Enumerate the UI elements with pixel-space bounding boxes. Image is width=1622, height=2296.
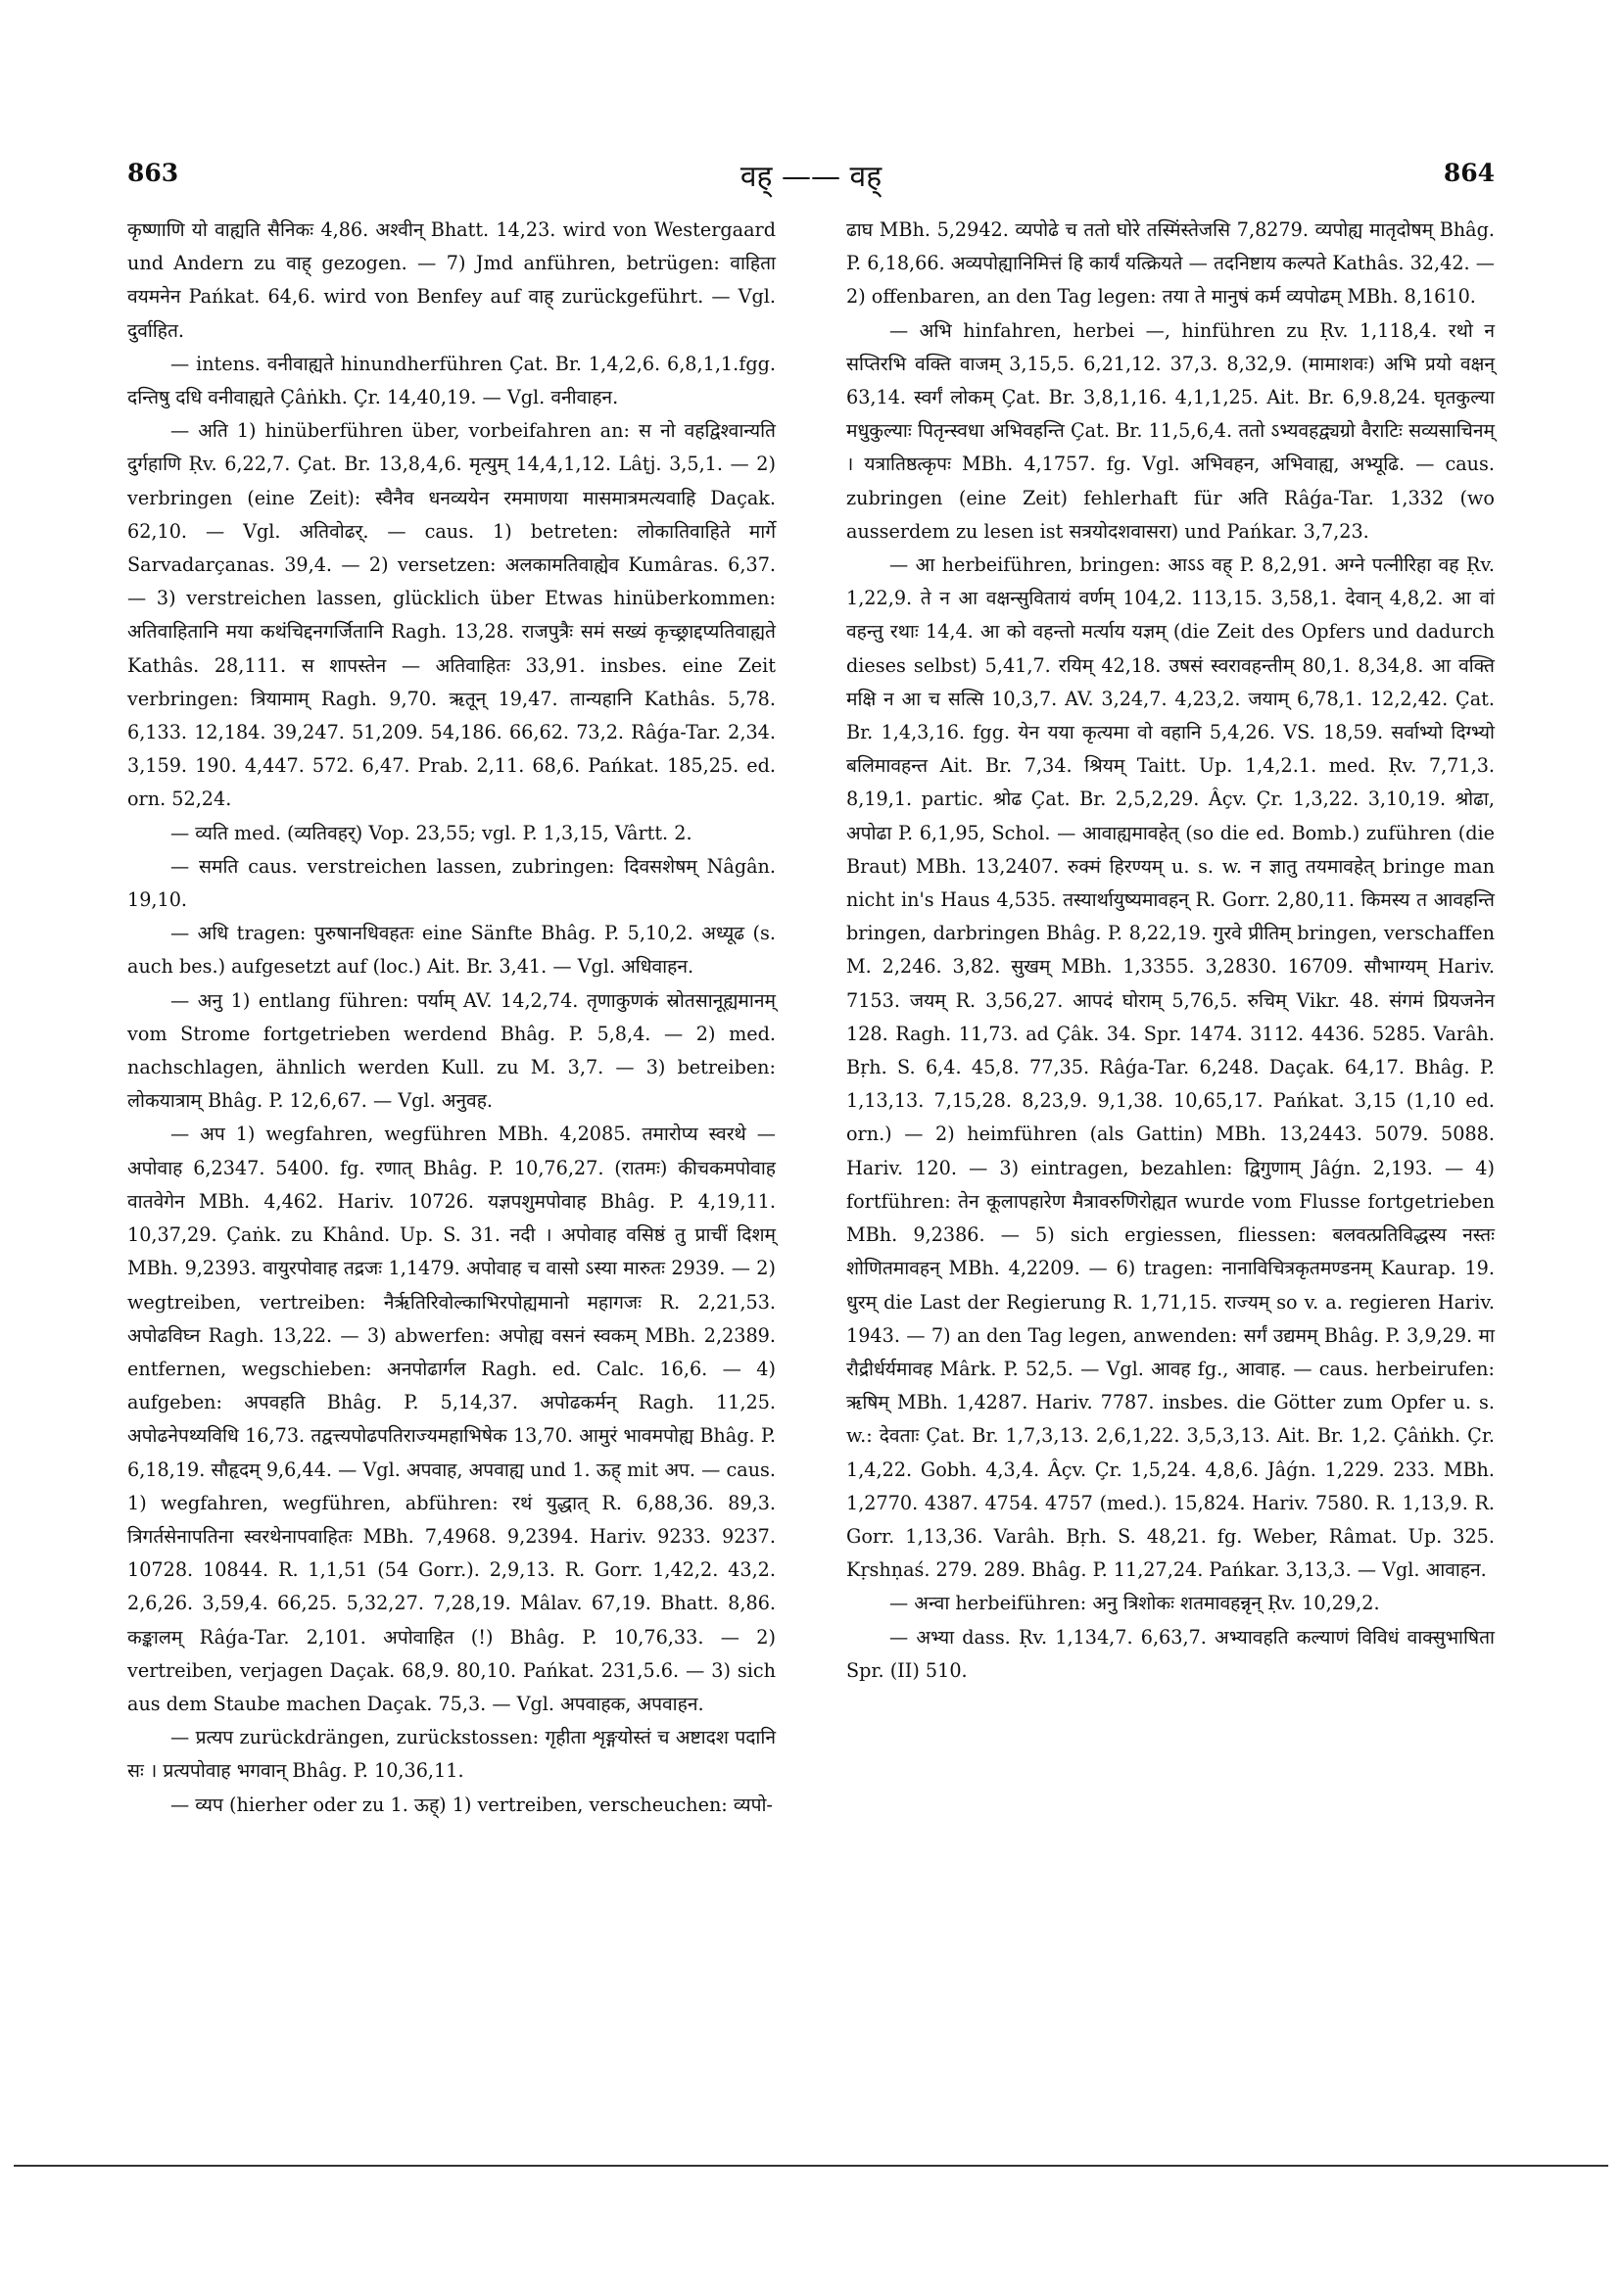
entry-paragraph: — अनु 1) entlang führen: पर्याम् AV. 14,2,74. तृणाकुणकं स्रोतसानूह्यमानम् vom Strome fortgetrieben werdend Bhâg. P. 5,8,4. — 2) med. nachschlagen, ähnlich werden Kull. zu M. 3,7. — 3) betreiben: लोकयात्राम् Bhâg. P. 12,6,67. — Vgl. अनुवह.: [127, 988, 776, 1113]
entry-paragraph: — अति 1) hinüberführen über, vorbeifahren an: स नो वहद्विश्वान्यति दुर्गहाणि Ṛv. 6,22,7. Çat. Br. 13,8,4,6. मृत्युम् 14,4,1,12. Lâṭj. 3,5,1. — 2) verbringen (eine Zeit): स्वैनैव धनव्ययेन रममाणया मासमात्रमत्यवाहि Daçak. 62,10. — Vgl. अतिवोढर्. — caus. 1) betreten: लोकातिवाहिते मार्गे Sarvadarçanas. 39,4. — 2) versetzen: अलकामतिवाह्येव Kumâras. 6,37. — 3) verstreichen lassen, glücklich über Etwas hinüberkommen: अतिवाहितानि मया कथंचिद्दनगर्जितानि Ragh. 13,28. राजपुत्रैः समं सख्यं कृच्छ्राद्दप्यतिवाह्यते Kathâs. 28,111. स शापस्तेन — अतिवाहितः 33,91. insbes. eine Zeit verbringen: त्रियामाम् Ragh. 9,70. ऋतून् 19,47. तान्यहानि Kathâs. 5,78. 6,133. 12,184. 39,247. 51,209. 54,186. 66,62. 73,2. Râǵa-Tar. 2,34. 3,159. 190. 4,447. 572. 6,47. Prab. 2,11. 68,6. Pańkat. 185,25. ed. orn. 52,24.: [127, 419, 776, 811]
entry-paragraph: — अभ्या dass. Ṛv. 1,134,7. 6,63,7. अभ्यावहति कल्याणं विविधं वाक्सुभाषिता Spr. (II) 510.: [846, 1625, 1495, 1682]
footer-rule: [14, 2165, 1608, 2167]
entry-paragraph: — अन्वा herbeiführen: अनु त्रिशोकः शतमावहन्नृन् Ṛv. 10,29,2.: [889, 1592, 1380, 1615]
entry-paragraph: — अप 1) wegfahren, wegführen MBh. 4,2085. तमारोप्य स्वरथे — अपोवाह 6,2347. 5400. fg. रणात् Bhâg. P. 10,76,27. (रातमः) कीचकमपोवाह वातवेगेन MBh. 4,462. Hariv. 10726. यज्ञपशुमपोवाह Bhâg. P. 4,19,11. 10,37,29. Çaṅk. zu Khând. Up. S. 31. नदी । अपोवाह वसिष्ठं तु प्राचीं दिशम् MBh. 9,2393. वायुरपोवाह तद्रजः 1,1479. अपोवाह च वासो ऽस्या मारुतः 2939. — 2) wegtreiben, vertreiben: नैर्ऋतिरिवोल्काभिरपोह्यमानो महागजः R. 2,21,53. अपोढविघ्न Ragh. 13,22. — 3) abwerfen: अपोह्य वसनं स्वकम् MBh. 2,2389. entfernen, wegschieben: अनपोढार्गल Ragh. ed. Calc. 16,6. — 4) aufgeben: अपवहति Bhâg. P. 5,14,37. अपोढकर्मन् Ragh. 11,25. अपोढनेपथ्यविधि 16,73. तद्वत्त्यपोढपतिराज्यमहाभिषेक 13,70. आमुरं भावमपोह्य Bhâg. P. 6,18,19. सौहृदम् 9,6,44. — Vgl. अपवाह, अपवाह्य und 1. ऊह् mit अप. — caus. 1) wegfahren, wegführen, abführen: रथं युद्धात् R. 6,88,36. 89,3. त्रिगर्तसेनापतिना स्वरथेनापवाहितः MBh. 7,4968. 9,2394. Hariv. 9233. 9237. 10728. 10844. R. 1,1,51 (54 Gorr.). 2,9,13. R. Gorr. 1,42,2. 43,2. 2,6,26. 3,59,4. 66,25. 5,32,27. 7,28,19. Mâlav. 67,19. Bhatt. 8,86. कङ्कालम् Râǵa-Tar. 2,101. अपोवाहित (!) Bhâg. P. 10,76,33. — 2) vertreiben, verjagen Daçak. 68,9. 80,10. Pańkat. 231,5.6. — 3) sich aus dem Staube machen Daçak. 75,3. — Vgl. अपवाहक, अपवाहन.: [127, 1123, 776, 1715]
entry-paragraph: — अभि hinfahren, herbei —, hinführen zu Ṛv. 1,118,4. रथो न सप्तिरभि वक्ति वाजम् 3,15,5. 6,21,12. 37,3. 8,32,9. (मामाशवः) अभि प्रयो वक्षन् 63,14. स्वर्गं लोकम् Çat. Br. 3,8,1,16. 4,1,1,25. Ait. Br. 6,9.8,24. घृतकुल्या मधुकुल्याः पितृन्स्वधा अभिवहन्ति Çat. Br. 11,5,6,4. ततो ऽभ्यवहद्व्यग्रो वैराटिः सव्यसाचिनम् । यत्रातिष्ठत्कृपः MBh. 4,1757. fg. Vgl. अभिवहन, अभिवाह्य, अभ्यूढि. — caus. zubringen (eine Zeit) fehlerhaft für अति Râǵa-Tar. 1,332 (wo ausserdem zu lesen ist सत्रयोदशवासरा) und Pańkar. 3,7,23.: [846, 318, 1495, 543]
page-header: [127, 159, 1495, 198]
left-column: [127, 214, 776, 1822]
entry-paragraph: कृष्णाणि यो वाह्यति सैनिकः 4,86. अश्वीन् Bhatt. 14,23. wird von Westergaard und Andern zu वाह् gezogen. — 7) Jmd anführen, betrügen: वाहिता वयमनेन Pańkat. 64,6. wird von Benfey auf वाह् zurückgeführt. — Vgl. दुर्वाहित.: [127, 218, 776, 342]
running-headword: वह् —— वह्: [739, 160, 883, 194]
entry-paragraph: — समति caus. verstreichen lassen, zubringen: दिवसशेषम् Nâgân. 19,10.: [127, 854, 776, 912]
entry-paragraph: — आ herbeiführen, bringen: आऽऽ वह् P. 8,2,91. अग्ने पत्नीरिहा वह Ṛv. 1,22,9. ते न आ वक्षन्सुवितायं वर्णम् 104,2. 113,15. 3,58,1. देवान् 4,8,2. आ वां वहन्तु रथाः 14,4. आ को वहन्तो मर्त्याय यज्ञम् (die Zeit des Opfers und dadurch dieses selbst) 5,41,7. रयिम् 42,18. उषसं स्वरावहन्तीम् 80,1. 8,34,8. आ वक्ति मक्षि न आ च सत्सि 10,3,7. AV. 3,24,7. 4,23,2. जयाम् 6,78,1. 12,2,42. Çat. Br. 1,4,3,16. fgg. येन यया कृत्यमा वो वहानि 5,4,26. VS. 18,59. सर्वाभ्यो दिग्भ्यो बलिमावहन्त Ait. Br. 7,34. श्रियम् Taitt. Up. 1,4,2.1. med. Ṛv. 7,71,3. 8,19,1. partic. श्रोढ Çat. Br. 2,5,2,29. Âçv. Çr. 1,3,22. 3,10,19. श्रोढा, अपोढा P. 6,1,95, Schol. — आवाह्यमावहेत् (so die ed. Bomb.) zuführen (die Braut) MBh. 13,2407. रुक्मं हिरण्यम् u. s. w. न ज्ञातु तयमावहेत् bringe man nicht in's Haus 4,535. तस्यार्थायुष्यमावहन् R. Gorr. 2,80,11. किमस्य त आवहन्ति bringen, darbringen Bhâg. P. 8,22,19. गुरवे प्रीतिम् bringen, verschaffen M. 2,246. 3,82. सुखम् MBh. 1,3355. 3,2830. 16709. सौभाग्यम् Hariv. 7153. जयम् R. 3,56,27. आपदं घोराम् 5,76,5. रुचिम् Vikr. 48. संगमं प्रियजनेन 128. Ragh. 11,73. ad Çâk. 34. Spr. 1474. 3112. 4436. 5285. Varâh. Bṛh. S. 6,4. 45,8. 77,35. Râǵa-Tar. 6,248. Daçak. 64,17. Bhâg. P. 1,13,13. 7,15,28. 8,23,9. 9,1,38. 10,65,17. Pańkat. 3,15 (1,10 ed. orn.) — 2) heimführen (als Gattin) MBh. 13,2443. 5079. 5088. Hariv. 120. — 3) eintragen, bezahlen: द्विगुणाम् Jâǵn. 2,193. — 4) fortführen: तेन कूलापहारेण मैत्रावरुणिरोह्यत wurde vom Flusse fortgetrieben MBh. 9,2386. — 5) sich ergiessen, fliessen: बलवत्प्रतिविद्धस्य नस्तः शोणितमावहन् MBh. 4,2209. — 6) tragen: नानाविचित्रकृतमण्डनम् Kaurap. 19. धुरम् die Last der Regierung R. 1,71,15. राज्यम् so v. a. regieren Hariv. 1943. — 7) an den Tag legen, anwenden: सर्गं उद्यमम् Bhâg. P. 3,9,29. मा रौद्रीर्धर्यमावह Mârk. P. 52,5. — Vgl. आवह fg., आवाह. — caus. herbeirufen: ऋषिम् MBh. 1,4287. Hariv. 7787. insbes. die Götter zum Opfer u. s. w.: देवताः Çat. Br. 1,7,3,13. 2,6,1,22. 3,5,3,13. Ait. Br. 1,2. Çâṅkh. Çr. 1,4,22. Gobh. 4,3,4. Âçv. Çr. 1,5,24. 4,8,6. Jâǵn. 1,229. 233. MBh. 1,2770. 4387. 4754. 4757 (med.). 15,824. Hariv. 7580. R. 1,13,9. R. Gorr. 1,13,36. Varâh. Bṛh. S. 48,21. fg. Weber, Râmat. Up. 325. Kṛshṇaś. 279. 289. Bhâg. P. 11,27,24. Pańkar. 3,13,3. — Vgl. आवाहन.: [846, 553, 1495, 1582]
page-number-left: 863: [127, 159, 179, 187]
entry-paragraph: — अधि tragen: पुरुषानधिवहतः eine Sänfte Bhâg. P. 5,10,2. अध्यूढ (s. auch bes.) aufgesetzt auf (loc.) Ait. Br. 3,41. — Vgl. अधिवाहन.: [127, 922, 776, 979]
page-number-right: 864: [1443, 159, 1495, 187]
entry-paragraph: — व्यप (hierher oder zu 1. ऊह्) 1) vertreiben, verscheuchen: व्यपो-: [170, 1793, 773, 1816]
entry-paragraph: — intens. वनीवाह्यते hinundherführen Çat. Br. 1,4,2,6. 6,8,1,1.fgg. दन्तिषु दधि वनीवाह्यते Çâṅkh. Çr. 14,40,19. — Vgl. वनीवाहन.: [127, 352, 776, 409]
right-column: [846, 214, 1495, 1688]
entry-paragraph: — व्यति med. (व्यतिवहर्) Vop. 23,55; vgl. P. 1,3,15, Vârtt. 2.: [170, 821, 692, 844]
entry-paragraph: ढाघ MBh. 5,2942. व्यपोढे च ततो घोरे तस्मिंस्तेजसि 7,8279. व्यपोह्य मातृदोषम् Bhâg. P. 6,18,66. अव्यपोह्यानिमित्तं हि कार्यं यत्क्रियते — तदनिष्टाय कल्पते Kathâs. 32,42. — 2) offenbaren, an den Tag legen: तया ते मानुषं कर्म व्यपोढम् MBh. 8,1610.: [846, 218, 1495, 309]
entry-paragraph: — प्रत्यप zurückdrängen, zurückstossen: गृहीता शृङ्गयोस्तं च अष्टादश पदानि सः । प्रत्यपोवाह भगवान् Bhâg. P. 10,36,11.: [127, 1726, 776, 1783]
